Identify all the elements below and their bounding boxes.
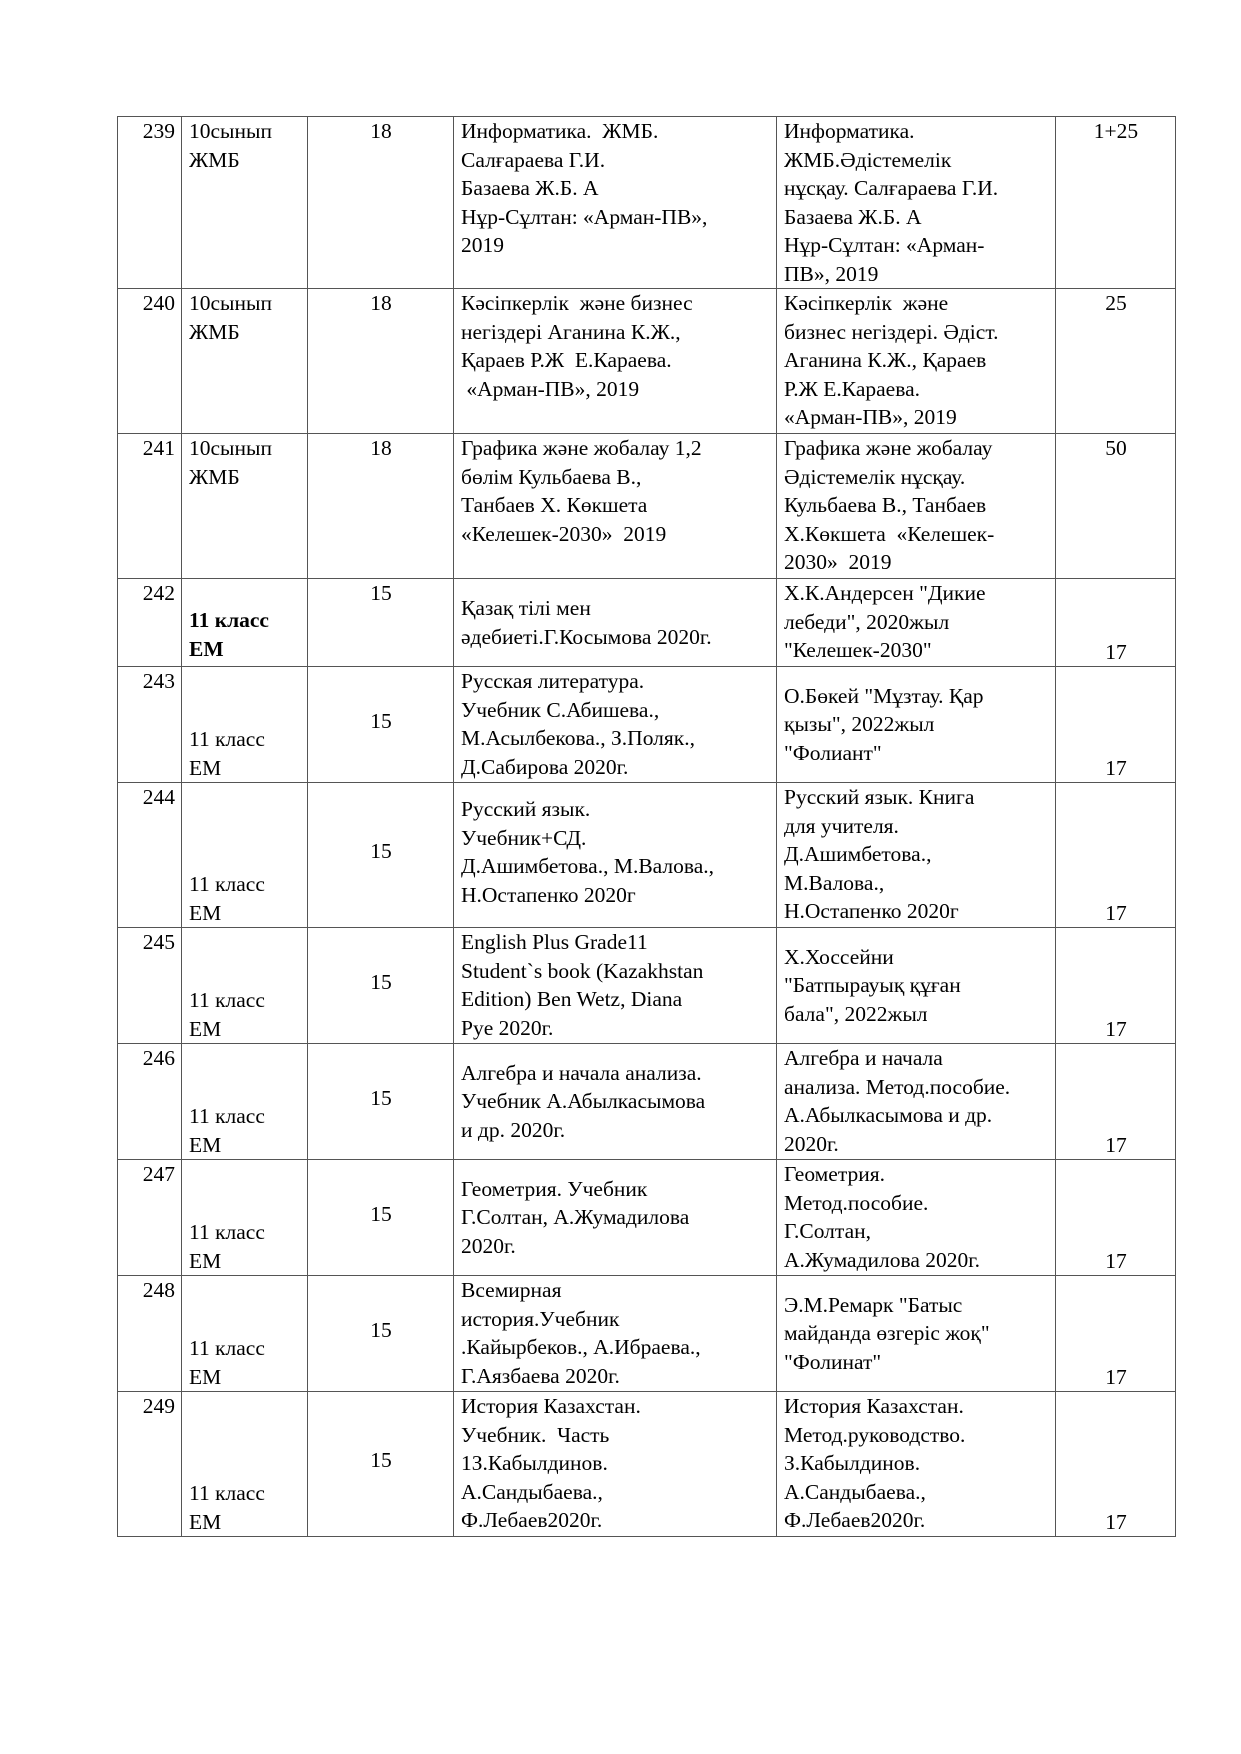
row-number: 244 [118,783,182,928]
row-number: 247 [118,1160,182,1276]
table-row [118,667,1176,783]
textbook-cell: Информатика. ЖМБ. Салғараева Г.И. Базаева Ж.Б. А Нұр-Сұлтан: «Арман-ПВ», 2019 [454,117,777,289]
class-cell: 10сынып ЖМБ [182,289,308,434]
class-cell: 11 класс ЕМ [182,667,308,783]
guide-cell: Кәсіпкерлік және бизнес негіздері. Әдіст. Аганина К.Ж., Қараев Р.Ж Е.Караева. «Арман-ПВ», 2019 [777,289,1056,434]
row-number: 239 [118,117,182,289]
table-row [118,928,1176,1044]
class-cell: 11 класс ЕМ [182,1044,308,1160]
quantity-cell: 18 [308,117,454,289]
table-row [118,1044,1176,1160]
row-number: 245 [118,928,182,1044]
table-row [118,434,1176,579]
row-number: 248 [118,1276,182,1392]
class-cell: 10сынып ЖМБ [182,434,308,579]
count-cell: 25 [1056,289,1176,434]
count-cell: 17 [1056,928,1176,1044]
textbook-cell: История Казахстан. Учебник. Часть 1З.Кабылдинов. А.Сандыбаева., Ф.Лебаев2020г. [454,1392,777,1537]
count-cell: 1+25 [1056,117,1176,289]
quantity-cell: 15 [308,1044,454,1160]
guide-cell: Х.Хоссейни "Батпырауық құған бала", 2022жыл [777,928,1056,1044]
guide-cell: Э.М.Ремарк "Батыс майданда өзгеріс жоқ" "Фолинат" [777,1276,1056,1392]
table-row [118,289,1176,434]
table-row [118,1392,1176,1537]
count-cell: 17 [1056,1392,1176,1537]
count-cell: 17 [1056,1276,1176,1392]
guide-cell: Графика және жобалау Әдістемелік нұсқау. Кульбаева В., Танбаев Х.Көкшета «Келешек- 2030» 2019 [777,434,1056,579]
quantity-cell: 15 [308,1276,454,1392]
table-row [118,579,1176,667]
row-number: 243 [118,667,182,783]
quantity-cell: 15 [308,667,454,783]
textbook-cell: Русская литература. Учебник С.Абишева., М.Асылбекова., З.Поляк., Д.Сабирова 2020г. [454,667,777,783]
guide-cell: Информатика. ЖМБ.Әдістемелік нұсқау. Салғараева Г.И. Базаева Ж.Б. А Нұр-Сұлтан: «Арман- ПВ», 2019 [777,117,1056,289]
textbook-cell: Русский язык. Учебник+СД. Д.Ашимбетова., М.Валова., Н.Остапенко 2020г [454,783,777,928]
count-cell: 17 [1056,1160,1176,1276]
count-cell: 17 [1056,783,1176,928]
textbook-cell: Қазақ тілі мен әдебиеті.Г.Косымова 2020г. [454,579,777,667]
quantity-cell: 15 [308,783,454,928]
class-cell: 11 класс ЕМ [182,1276,308,1392]
quantity-cell: 15 [308,1392,454,1537]
textbook-cell: Всемирная история.Учебник .Кайырбеков., А.Ибраева., Г.Аязбаева 2020г. [454,1276,777,1392]
guide-cell: Русский язык. Книга для учителя. Д.Ашимбетова., М.Валова., Н.Остапенко 2020г [777,783,1056,928]
table-row [118,1276,1176,1392]
row-number: 246 [118,1044,182,1160]
guide-cell: Геометрия. Метод.пособие. Г.Солтан, А.Жумадилова 2020г. [777,1160,1056,1276]
textbook-cell: Геометрия. Учебник Г.Солтан, А.Жумадилова 2020г. [454,1160,777,1276]
quantity-cell: 18 [308,289,454,434]
class-cell: 11 класс ЕМ [182,783,308,928]
guide-cell: О.Бөкей "Мұзтау. Қар қызы", 2022жыл "Фолиант" [777,667,1056,783]
textbook-cell: Графика және жобалау 1,2 бөлім Кульбаева В., Танбаев Х. Көкшета «Келешек-2030» 2019 [454,434,777,579]
row-number: 240 [118,289,182,434]
table-row [118,117,1176,289]
textbook-cell: Кәсіпкерлік және бизнес негіздері Аганина К.Ж., Қараев Р.Ж Е.Караева. «Арман-ПВ», 2019 [454,289,777,434]
row-number: 249 [118,1392,182,1537]
table-row [118,783,1176,928]
class-cell: 11 класс ЕМ [182,1160,308,1276]
class-cell: 11 класс ЕМ [182,1392,308,1537]
quantity-cell: 15 [308,928,454,1044]
guide-cell: История Казахстан. Метод.руководство. З.Кабылдинов. А.Сандыбаева., Ф.Лебаев2020г. [777,1392,1056,1537]
quantity-cell: 15 [308,579,454,667]
guide-cell: Х.К.Андерсен "Дикие лебеди", 2020жыл "Келешек-2030" [777,579,1056,667]
class-cell: 10сынып ЖМБ [182,117,308,289]
textbook-table [117,116,1176,1537]
table-row [118,1160,1176,1276]
count-cell: 17 [1056,667,1176,783]
count-cell: 17 [1056,1044,1176,1160]
count-cell: 17 [1056,579,1176,667]
class-cell: 11 класс ЕМ [182,928,308,1044]
count-cell: 50 [1056,434,1176,579]
class-cell: 11 класс ЕМ [182,579,308,667]
row-number: 241 [118,434,182,579]
row-number: 242 [118,579,182,667]
guide-cell: Алгебра и начала анализа. Метод.пособие. А.Абылкасымова и др. 2020г. [777,1044,1056,1160]
textbook-cell: English Plus Grade11 Student`s book (Kazakhstan Edition) Ben Wetz, Diana Pye 2020г. [454,928,777,1044]
textbook-cell: Алгебра и начала анализа. Учебник А.Абылкасымова и др. 2020г. [454,1044,777,1160]
quantity-cell: 15 [308,1160,454,1276]
quantity-cell: 18 [308,434,454,579]
